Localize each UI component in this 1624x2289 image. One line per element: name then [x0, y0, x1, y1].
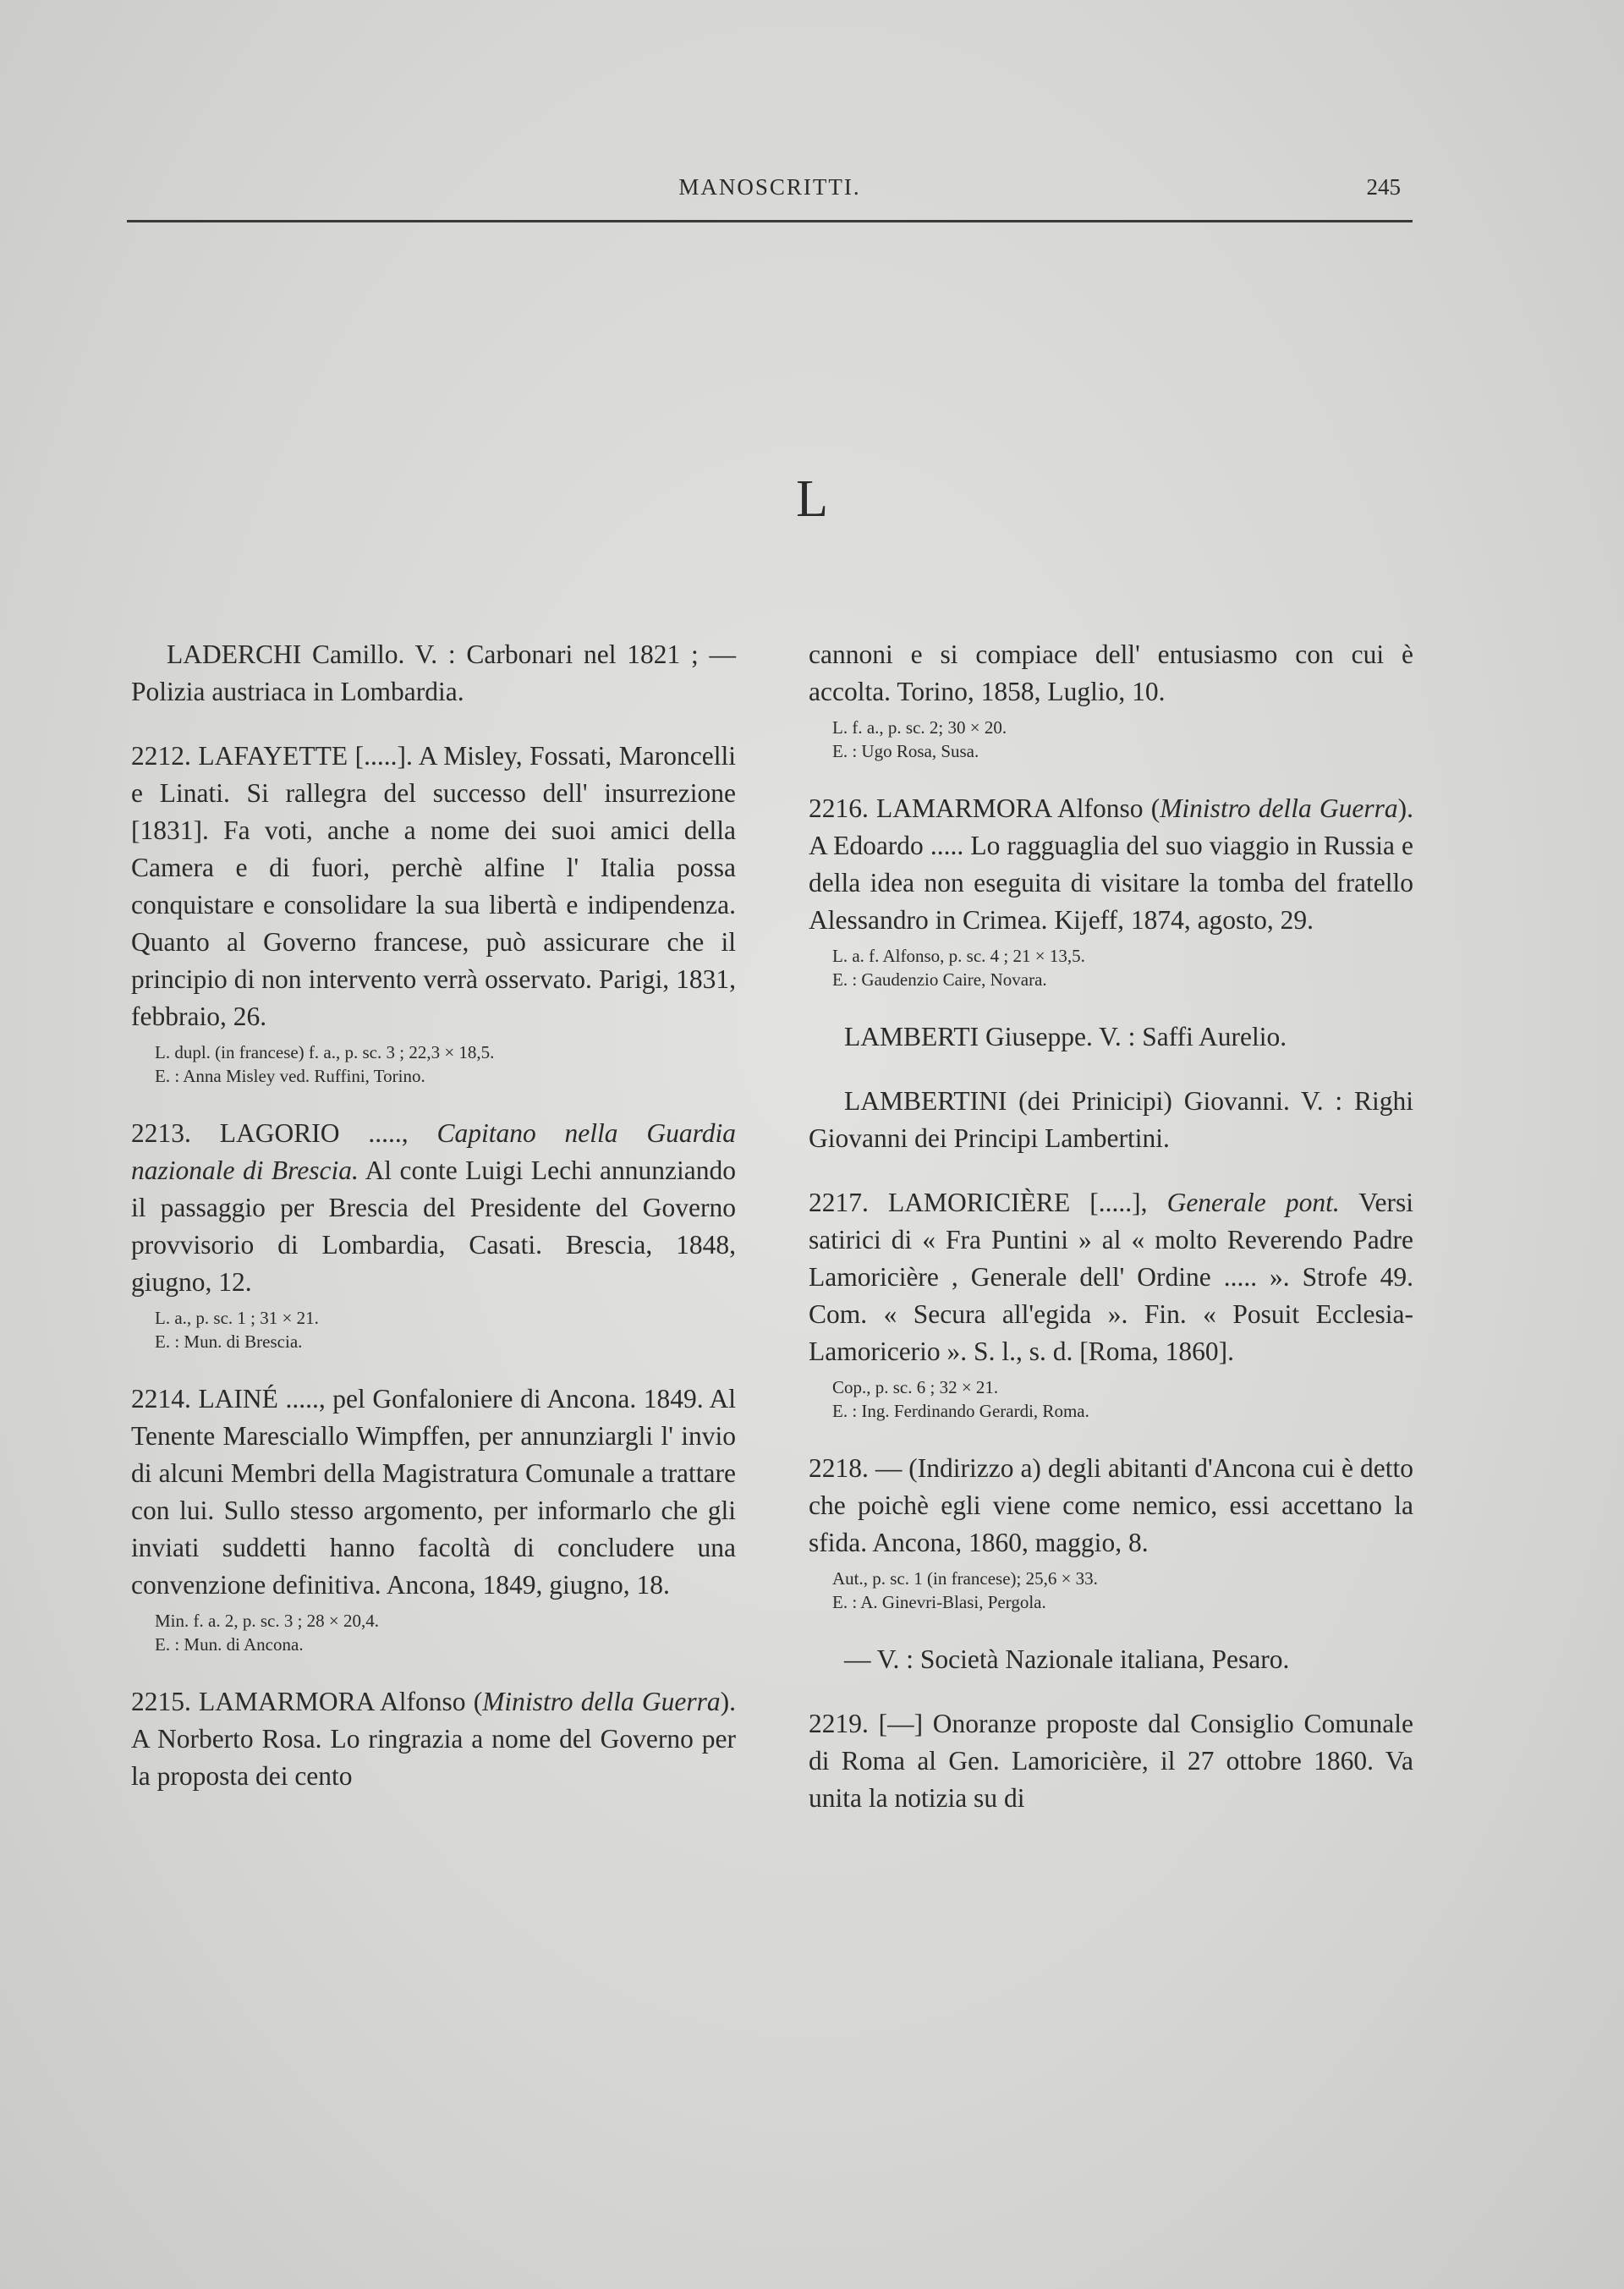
- running-title: MANOSCRITTI.: [678, 174, 861, 200]
- entry-ref-description: Cop., p. sc. 6 ; 32 × 21.: [832, 1377, 999, 1397]
- entry-2218: [809, 1450, 1413, 1614]
- entry-ref-owner: E. : Mun. di Brescia.: [155, 1331, 303, 1352]
- entry-body: Al conte Luigi Lechi annunziando il passaggio per Brescia del Presidente del Governo provvisorio di Lombardia, Casati. Brescia, 1848, giugno, 12.: [131, 1155, 736, 1297]
- entry-number: 2216. LAMARMORA Alfonso (: [809, 793, 1160, 823]
- entry-ref-owner: E. : Ing. Ferdinando Gerardi, Roma.: [832, 1401, 1089, 1421]
- entry-title: Ministro della Guerra: [482, 1687, 721, 1716]
- entry-ref-description: L. a. f. Alfonso, p. sc. 4 ; 21 × 13,5.: [832, 946, 1085, 966]
- entry-text: [809, 1184, 1413, 1370]
- entry-ref-owner: E. : Gaudenzio Caire, Novara.: [832, 969, 1047, 990]
- entry-ref-owner: E. : A. Ginevri-Blasi, Pergola.: [832, 1592, 1046, 1612]
- entry-ref-description: Min. f. a. 2, p. sc. 3 ; 28 × 20,4.: [155, 1611, 379, 1631]
- entry-text: [809, 790, 1413, 939]
- entry-text: 2214. LAINÉ ....., pel Gonfaloniere di Ancona. 1849. Al Tenente Maresciallo Wimpffen, per annunziargli l' invio di alcuni Membri della Magistratura Comunale a trattare con lui. Sullo stesso argomento, per informarlo che gli inviati suddetti hanno facoltà di concludere una convenzione definitiva. Ancona, 1849, giugno, 18.: [131, 1384, 736, 1600]
- entry-title: Ministro della Guerra: [1160, 793, 1398, 823]
- entry-2215-continued: [809, 636, 1413, 763]
- entry-2214: [131, 1381, 736, 1656]
- entry-ref-description: L. f. a., p. sc. 2; 30 × 20.: [832, 717, 1007, 738]
- entry-ref-description: L. a., p. sc. 1 ; 31 × 21.: [155, 1308, 319, 1328]
- entry-number: 2217. LAMORICIÈRE [.....],: [809, 1188, 1148, 1217]
- entry-text: [131, 1115, 736, 1301]
- entry-number: 2215. LAMARMORA Alfonso (: [131, 1687, 483, 1716]
- entry-2212: [131, 738, 736, 1088]
- cross-reference-societa: — V. : Società Nazionale italiana, Pesaro.: [844, 1644, 1290, 1674]
- entry-ref-owner: E. : Ugo Rosa, Susa.: [832, 741, 979, 761]
- header-rule: [127, 220, 1413, 222]
- entry-title: Capitano nella Guardia nazionale di Brescia.: [131, 1118, 736, 1185]
- entry-text: LADERCHI Camillo. V. : Carbonari nel 1821 ; — Polizia austriaca in Lombardia.: [131, 639, 736, 706]
- entry-2216: [809, 790, 1413, 991]
- cross-reference-lamberti: LAMBERTI Giuseppe. V. : Saffi Aurelio.: [844, 1022, 1287, 1051]
- entry-text: [131, 1683, 736, 1795]
- entry-body: ). A Edoardo ..... Lo ragguaglia del suo viaggio in Russia e della idea non eseguita di visitare la tomba del fratello Alessandro in Crimea. Kijeff, 1874, agosto, 29.: [809, 793, 1413, 935]
- entry-2219: [809, 1705, 1413, 1817]
- entry-ref-owner: E. : Mun. di Ancona.: [155, 1634, 304, 1655]
- entry-text: 2212. LAFAYETTE [.....]. A Misley, Fossati, Maroncelli e Linati. Si rallegra del successo dell' insurrezione [1831]. Fa voti, anche a nome dei suoi amici della Camera e di fuori, perchè alfine l' Italia possa conquistare e consolidare la sua libertà e indipendenza. Quanto al Governo francese, può assicurare che il principio di non intervento verrà osservato. Parigi, 1831, febbraio, 26.: [131, 741, 736, 1031]
- entry-laderchi: [131, 636, 736, 711]
- entry-2217: [809, 1184, 1413, 1423]
- entry-ref-owner: E. : Anna Misley ved. Ruffini, Torino.: [155, 1066, 425, 1086]
- entry-2215: [131, 1683, 736, 1795]
- running-header: [127, 169, 1413, 220]
- page-number: 245: [1366, 174, 1401, 200]
- entry-2213: [131, 1115, 736, 1353]
- entry-text: 2218. — (Indirizzo a) degli abitanti d'Ancona cui è detto che poichè egli viene come nemico, essi accettano la sfida. Ancona, 1860, maggio, 8.: [809, 1453, 1413, 1557]
- entry-number: 2213. LAGORIO .....,: [131, 1118, 409, 1148]
- right-column: [809, 636, 1413, 1844]
- entry-title: Generale pont.: [1166, 1188, 1340, 1217]
- section-letter: L: [796, 470, 828, 528]
- cross-reference-lambertini: LAMBERTINI (dei Prinicipi) Giovanni. V. : Righi Giovanni dei Principi Lambertini.: [809, 1086, 1413, 1153]
- entry-text: cannoni e si compiace dell' entusiasmo con cui è accolta. Torino, 1858, Luglio, 10.: [809, 639, 1413, 706]
- entry-body: Versi satirici di « Fra Puntini » al « molto Reverendo Padre Lamoricière , Generale dell' Ordine ..... ». Strofe 49. Com. « Secura all'egida ». Fin. « Posuit Ecclesia-Lamoricerio ». S. l., s. d. [Roma, 1860].: [809, 1188, 1413, 1366]
- entry-ref-description: L. dupl. (in francese) f. a., p. sc. 3 ; 22,3 × 18,5.: [155, 1042, 495, 1062]
- entry-text: 2219. [—] Onoranze proposte dal Consiglio Comunale di Roma al Gen. Lamoricière, il 27 ottobre 1860. Va unita la notizia su di: [809, 1709, 1413, 1813]
- left-column: [131, 636, 736, 1822]
- entry-body: ). A Norberto Rosa. Lo ringrazia a nome del Governo per la proposta dei cento: [131, 1687, 736, 1791]
- entry-ref-description: Aut., p. sc. 1 (in francese); 25,6 × 33.: [832, 1568, 1098, 1589]
